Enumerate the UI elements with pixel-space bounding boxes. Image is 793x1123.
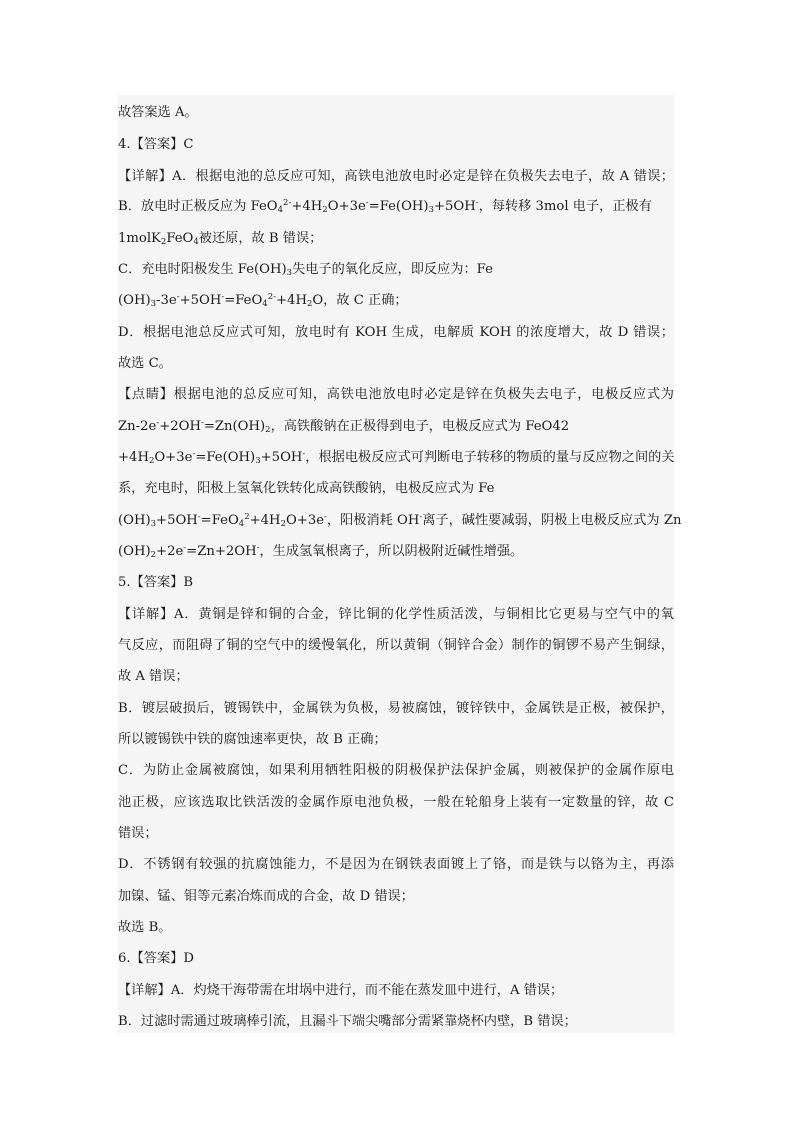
- text-line: 加镍、锰、钼等元素冶炼而成的合金，故 D 错误；: [118, 889, 414, 904]
- text-line: $(OH)_3+5OH^-=FeO_4^2+4H_2O+3e^-$，阳极消耗 OH-离子，碱性要减弱，阴极上电极反应式为 Zn: [118, 512, 682, 529]
- text-line: $(OH)_2+2e^-=Zn+2OH^-$，生成氢氧根离子，所以阴极附近碱性增强。: [118, 543, 524, 560]
- text-line: C．充电时阳极发生 $Fe(OH)_3$失电子的氧化反应，即反应为：Fe: [118, 262, 493, 278]
- text-line: 故答案选 A。: [118, 105, 198, 120]
- answer-heading-5: 5.【答案】B: [118, 575, 194, 590]
- answer-heading-6: 6.【答案】D: [118, 951, 194, 966]
- text-line: C．为防止金属被腐蚀，如果利用牺牲阳极的阴极保护法保护金属，则被保护的金属作原电: [118, 763, 674, 778]
- text-line: 气反应，而阻碍了铜的空气中的缓慢氧化，所以黄铜（铜锌合金）制作的铜锣不易产生铜绿，: [118, 638, 674, 653]
- text-line: 故选 B。: [118, 920, 172, 935]
- text-line: D．根据电池总反应式可知，放电时有 KOH 生成，电解质 KOH 的浓度增大，故 D 错误；: [118, 325, 674, 340]
- text-line: 故选 C。: [118, 356, 172, 371]
- text-line: 【详解】A．根据电池的总反应可知，高铁电池放电时必定是锌在负极失去电子，故 A 错误；: [118, 169, 674, 184]
- text-line: 错误；: [118, 826, 158, 841]
- text-line: 池正极，应该选取比铁活泼的金属作原电池负极，一般在轮船身上装有一定数量的锌，故 C: [118, 795, 674, 810]
- text-line: 【详解】A．灼烧干海带需在坩埚中进行，而不能在蒸发皿中进行，A 错误；: [118, 983, 564, 998]
- answer-heading-4: 4.【答案】C: [118, 137, 194, 152]
- text-line: B．过滤时需通过玻璃棒引流，且漏斗下端尖嘴部分需紧靠烧杯内壁，B 错误；: [118, 1014, 577, 1029]
- text-line: $Zn-2e^-+2OH^-=Zn(OH)_2$，高铁酸钠在正极得到电子，电极反应式为 FeO42: [118, 418, 570, 435]
- text-line: $(OH)_3-3e^-+5OH^-=FeO_4^{2-}+4H_2O$，故 C 正确；: [118, 292, 408, 309]
- text-line: 【点睛】根据电池的总反应可知，高铁电池放电时必定是锌在负极失去电子，电极反应式为: [118, 387, 674, 402]
- text-line: 故 A 错误；: [118, 669, 189, 684]
- text-line: 所以镀锡铁中铁的腐蚀速率更快，故 B 正确；: [118, 732, 387, 747]
- text-line: 1molK$_2$FeO$_4$被还原，故 B 错误；: [118, 231, 323, 247]
- text-line: 系，充电时，阳极上氢氧化铁转化成高铁酸钠，电极反应式为 Fe: [118, 481, 495, 496]
- text-line: 【详解】A．黄铜是锌和铜的合金，锌比铜的化学性质活泼，与铜相比它更易与空气中的氧: [118, 607, 674, 622]
- text-line: D．不锈钢有较强的抗腐蚀能力，不是因为在钢铁表面镀上了铬，而是铁与以铬为主，再添: [118, 857, 674, 872]
- text-line: B．镀层破损后，镀锡铁中，金属铁为负极，易被腐蚀，镀锌铁中，金属铁是正极，被保护，: [118, 701, 674, 716]
- text-line: B．放电时正极反应为 $FeO_4^{2-}+4H_2O+3e^-=Fe(OH)_3+5OH^-$，每转移 3mol 电子，正极有: [118, 198, 652, 215]
- text-line: $+4H_2O+3e^-=Fe(OH)_3+5OH^-$，根据电极反应式可判断电子转移的物质的量与反应物之间的关: [118, 449, 675, 466]
